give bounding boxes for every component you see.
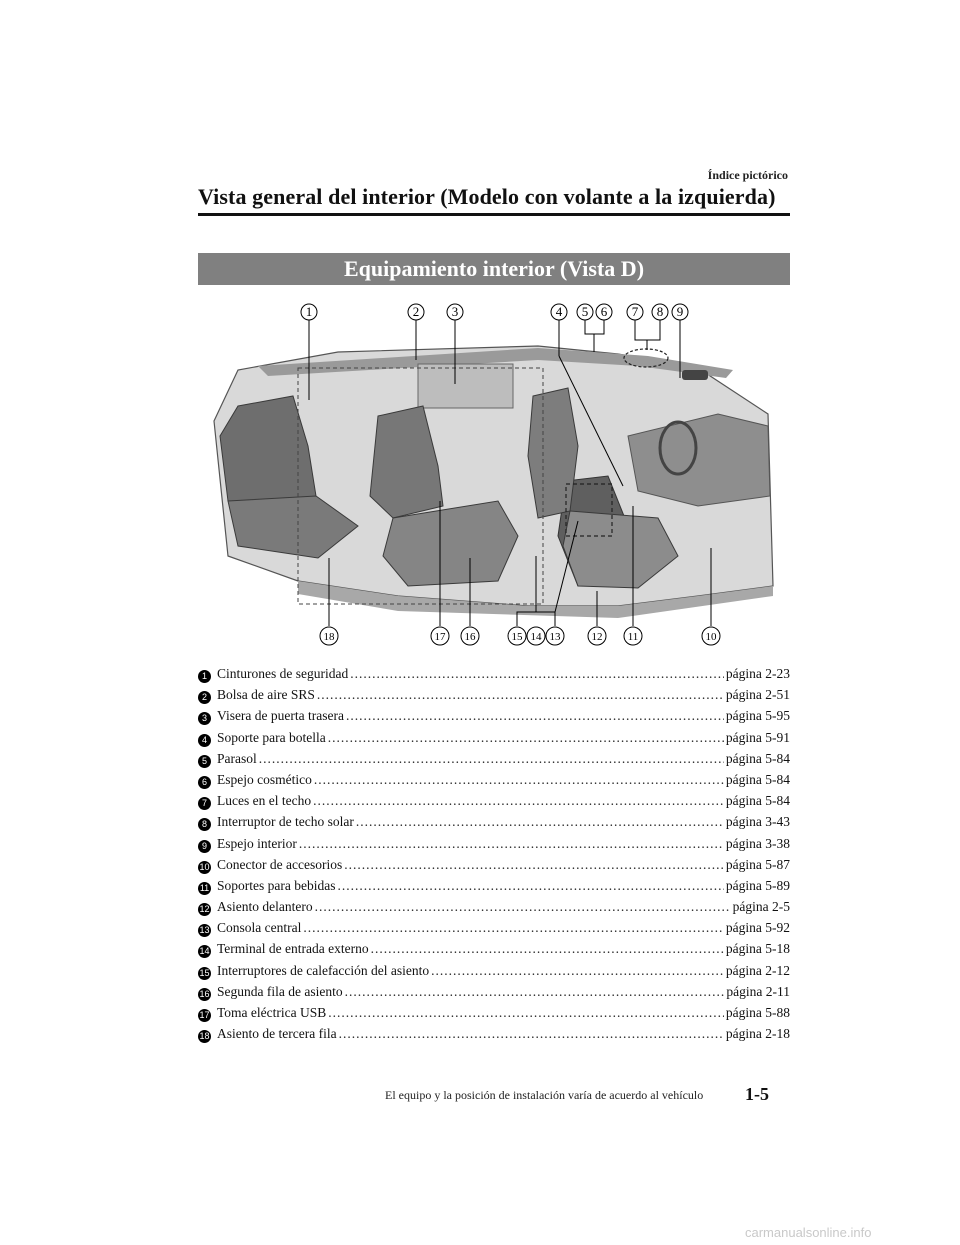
callout-12 <box>588 627 606 645</box>
watermark[interactable]: carmanualsonline.info <box>745 1225 872 1240</box>
svg-text:5: 5 <box>581 304 589 319</box>
index-item-12[interactable] <box>198 899 790 920</box>
callout-8 <box>652 304 668 320</box>
index-item-18[interactable] <box>198 1026 790 1047</box>
svg-text:1: 1 <box>305 304 313 319</box>
page-title: Vista general del interior (Modelo con volante a la izquierda) <box>198 184 776 209</box>
item-number: 2 <box>198 691 211 704</box>
item-number: 8 <box>198 818 211 831</box>
bottom-callouts <box>320 627 720 645</box>
item-label: Consola central <box>217 920 302 936</box>
leader-dots <box>259 751 724 767</box>
item-page-ref: página 2-18 <box>725 1026 790 1042</box>
svg-text:8: 8 <box>656 304 664 319</box>
leader-dots <box>337 878 723 894</box>
callout-7 <box>627 304 643 320</box>
item-number: 1 <box>198 670 211 683</box>
callout-5 <box>577 304 593 320</box>
leader-dots <box>328 730 724 746</box>
index-item-3[interactable] <box>198 708 790 729</box>
item-number: 5 <box>198 755 211 768</box>
index-item-15[interactable] <box>198 963 790 984</box>
page-number: 1-5 <box>745 1084 769 1104</box>
svg-text:13: 13 <box>549 631 561 643</box>
callout-10 <box>702 627 720 645</box>
item-label: Soportes para bebidas <box>217 877 336 893</box>
item-label: Soporte para botella <box>217 729 326 745</box>
item-page-ref: página 5-87 <box>725 856 790 872</box>
leader-dots <box>345 984 725 1000</box>
svg-text:4: 4 <box>555 304 563 319</box>
svg-text:7: 7 <box>631 304 639 319</box>
callout-4 <box>551 304 567 320</box>
leader-dots <box>314 772 724 788</box>
item-number: 13 <box>199 925 210 936</box>
item-label: Asiento delantero <box>217 899 313 915</box>
item-label: Asiento de tercera fila <box>217 1026 337 1042</box>
component-index-list <box>198 666 790 1047</box>
leader-dots <box>344 857 724 873</box>
item-page-ref: página 5-84 <box>725 793 790 809</box>
item-label: Segunda fila de asiento <box>217 983 343 999</box>
item-number: 12 <box>199 904 210 915</box>
item-label: Terminal de entrada externo <box>217 941 369 957</box>
index-item-4[interactable] <box>198 730 790 751</box>
callout-3 <box>447 304 463 320</box>
callout-14 <box>527 627 545 645</box>
svg-text:15: 15 <box>511 631 523 643</box>
item-label: Espejo cosmético <box>217 771 312 787</box>
index-item-14[interactable] <box>198 941 790 962</box>
svg-text:10: 10 <box>705 631 717 643</box>
index-item-7[interactable] <box>198 793 790 814</box>
item-number: 16 <box>199 988 210 999</box>
leader-dots <box>299 836 724 852</box>
item-label: Luces en el techo <box>217 793 312 809</box>
index-item-8[interactable] <box>198 814 790 835</box>
item-page-ref: página 5-84 <box>725 771 790 787</box>
index-item-11[interactable] <box>198 878 790 899</box>
item-label: Visera de puerta trasera <box>217 708 344 724</box>
title-rule <box>198 213 790 216</box>
callout-15 <box>508 627 526 645</box>
index-item-1[interactable] <box>198 666 790 687</box>
footer-note: El equipo y la posición de instalación varía de acuerdo al vehículo <box>385 1088 704 1102</box>
item-page-ref: página 2-23 <box>725 666 790 681</box>
callout-18 <box>320 627 338 645</box>
svg-text:12: 12 <box>591 631 603 643</box>
callout-9 <box>672 304 688 320</box>
item-number: 4 <box>198 734 211 747</box>
index-item-16[interactable] <box>198 984 790 1005</box>
callout-17 <box>431 627 449 645</box>
item-number: 7 <box>198 797 211 810</box>
item-number: 3 <box>198 712 211 725</box>
svg-text:9: 9 <box>676 304 684 319</box>
front-seat-back <box>528 388 578 518</box>
item-label: Toma eléctrica USB <box>217 1005 327 1020</box>
item-page-ref: página 2-11 <box>726 983 790 999</box>
callout-1 <box>301 304 317 320</box>
item-page-ref: página 2-5 <box>732 899 790 915</box>
leader-dots <box>356 814 724 830</box>
leader-dots <box>346 708 724 724</box>
callout-2 <box>408 304 424 320</box>
leader-dots <box>371 941 724 957</box>
callout-11 <box>624 627 642 645</box>
svg-text:14: 14 <box>530 631 542 643</box>
leader-dots <box>315 899 731 915</box>
svg-text:16: 16 <box>464 631 476 643</box>
item-page-ref: página 3-43 <box>725 814 790 830</box>
leader-dots <box>431 963 724 979</box>
section-banner: Equipamiento interior (Vista D) <box>198 253 790 285</box>
index-item-2[interactable] <box>198 687 790 708</box>
item-number: 17 <box>199 1010 210 1020</box>
svg-text:3: 3 <box>451 304 459 319</box>
item-number: 10 <box>199 861 210 872</box>
index-item-10[interactable] <box>198 857 790 878</box>
leader-dots <box>328 1005 724 1021</box>
leader-dots <box>350 666 724 682</box>
item-number: 11 <box>199 882 210 893</box>
item-number: 15 <box>199 967 210 978</box>
item-page-ref: página 5-89 <box>725 877 790 893</box>
item-page-ref: página 5-84 <box>725 750 790 766</box>
item-page-ref: página 2-12 <box>725 962 790 978</box>
rearview-mirror <box>682 370 708 380</box>
item-page-ref: página 5-88 <box>725 1005 790 1020</box>
item-label: Interruptores de calefacción del asiento <box>217 962 430 978</box>
svg-text:17: 17 <box>434 631 446 643</box>
index-item-9[interactable] <box>198 836 790 857</box>
item-number: 9 <box>198 840 211 853</box>
item-page-ref: página 5-18 <box>725 941 790 957</box>
item-label: Bolsa de aire SRS <box>217 687 315 703</box>
svg-text:11: 11 <box>627 631 639 643</box>
callout-6 <box>596 304 612 320</box>
top-callouts <box>301 304 688 320</box>
item-label: Espejo interior <box>217 835 297 851</box>
index-item-5[interactable] <box>198 751 790 772</box>
item-number: 14 <box>199 946 210 957</box>
item-label: Conector de accesorios <box>217 856 343 872</box>
leader-dots <box>313 793 724 809</box>
item-page-ref: página 5-91 <box>725 729 790 745</box>
callout-16 <box>461 627 479 645</box>
item-label: Interruptor de techo solar <box>217 814 354 830</box>
item-page-ref: página 5-92 <box>725 920 790 936</box>
index-item-17[interactable] <box>198 1005 790 1026</box>
svg-text:18: 18 <box>323 631 335 643</box>
svg-text:2: 2 <box>412 304 420 319</box>
item-page-ref: página 3-38 <box>725 835 790 851</box>
item-label: Cinturones de seguridad <box>217 666 349 681</box>
item-number: 18 <box>199 1031 210 1042</box>
item-label: Parasol <box>217 750 257 766</box>
index-item-6[interactable] <box>198 772 790 793</box>
section-label: Índice pictórico <box>707 168 788 182</box>
interior-illustration <box>198 296 790 656</box>
svg-text:6: 6 <box>600 304 608 319</box>
leader-dots <box>339 1026 724 1042</box>
index-item-13[interactable] <box>198 920 790 941</box>
leader-dots <box>317 687 724 703</box>
item-number: 6 <box>198 776 211 789</box>
rear-door-sunshade <box>418 364 513 408</box>
item-page-ref: página 2-51 <box>725 687 790 703</box>
callout-13 <box>546 627 564 645</box>
item-page-ref: página 5-95 <box>725 708 790 724</box>
leader-dots <box>303 920 724 936</box>
